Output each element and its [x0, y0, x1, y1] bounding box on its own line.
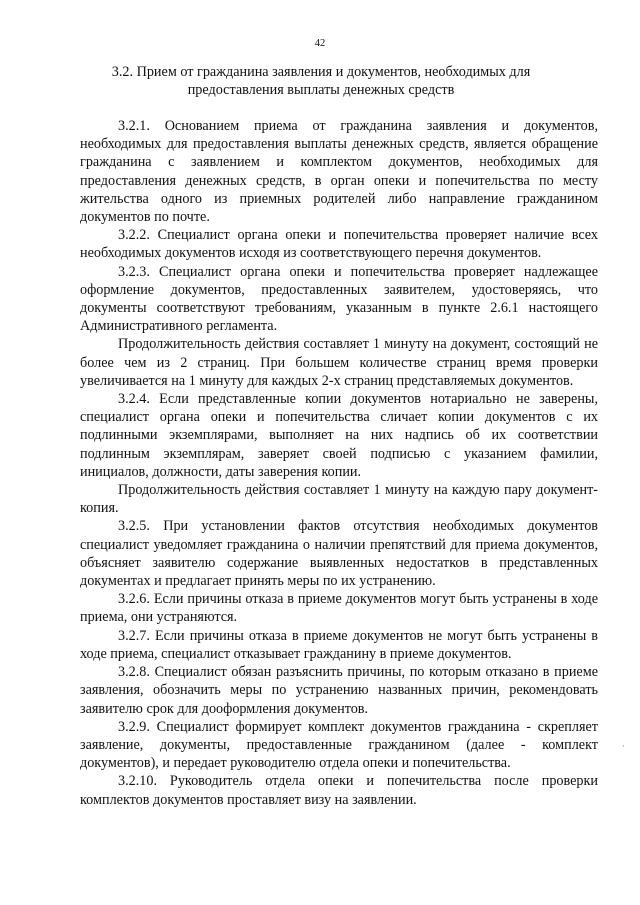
- paragraph-3-2-7: 3.2.7. Если причины отказа в приеме документов не могут быть устранены в ходе приема, специалист отказывает гражданину в приеме документов.: [80, 627, 598, 662]
- paragraph-3-2-6: 3.2.6. Если причины отказа в приеме документов могут быть устранены в ходе приема, они устраняются.: [80, 591, 598, 626]
- section-title: [95, 64, 547, 99]
- paragraph-duration-1: Продолжительность действия составляет 1 минуту на документ, состоящий не более чем из 2 страниц. При большем количестве страниц время проверки увеличивается на 1 минуту для каждых 2-х страниц представляемых документов.: [80, 336, 598, 389]
- document-body: [80, 117, 598, 809]
- section-title-line-1: 3.2. Прием от гражданина заявления и документов, необходимых для: [111, 64, 531, 80]
- scan-mark: ·: [622, 742, 625, 751]
- paragraph-3-2-10: 3.2.10. Руководитель отдела опеки и попечительства после проверки комплектов документов проставляет визу на заявлении.: [80, 773, 598, 808]
- page-number: 42: [314, 38, 326, 49]
- paragraph-3-2-9: 3.2.9. Специалист формирует комплект документов гражданина - скрепляет заявление, документы, предоставленные гражданином (далее - комплект документов), и передает руководителю отдела опеки и попечительства.: [80, 718, 598, 772]
- paragraph-3-2-8: 3.2.8. Специалист обязан разъяснить причины, по которым отказано в приеме заявления, обозначить меры по устранению названных причин, рекомендовать заявителю срок для дооформления документов.: [80, 664, 598, 717]
- paragraph-3-2-5: 3.2.5. При установлении фактов отсутствия необходимых документов специалист уведомляет гражданина о наличии препятствий для приема документов, объясняет заявителю содержание выявленных недостатков в представленных документах и предлагает принять меры по их устранению.: [80, 518, 598, 590]
- paragraph-3-2-2: 3.2.2. Специалист органа опеки и попечительства проверяет наличие всех необходимых документов исходя из соответствующего перечня документов.: [80, 227, 598, 262]
- paragraph-3-2-3: 3.2.3. Специалист органа опеки и попечительства проверяет надлежащее оформление документов, предоставленных заявителем, удостоверяясь, что документы соответствуют требованиям, указанным в пункте 2.6.1 настоящего Административного регламента.: [80, 263, 598, 335]
- paragraph-duration-2: Продолжительность действия составляет 1 минуту на каждую пару документ-копия.: [80, 482, 598, 517]
- paragraph-3-2-4: 3.2.4. Если представленные копии документов нотариально не заверены, специалист органа опеки и попечительства сличает копии документов с их подлинными экземплярами, выполняет на них надпись об их соответствии подлинным экземплярам, заверяет своей подписью с указанием фамилии, инициалов, должности, даты заверения копии.: [80, 391, 598, 480]
- section-title-line-2: предоставления выплаты денежных средств: [187, 81, 455, 98]
- paragraph-3-2-1: 3.2.1. Основанием приема от гражданина заявления и документов, необходимых для предоставления выплаты денежных средств, является обращение гражданина с заявлением и комплектом документов, необходимых для предоставления денежных средств, в орган опеки и попечительства по месту жительства одного из приемных родителей либо направление гражданином документов по почте.: [80, 118, 598, 226]
